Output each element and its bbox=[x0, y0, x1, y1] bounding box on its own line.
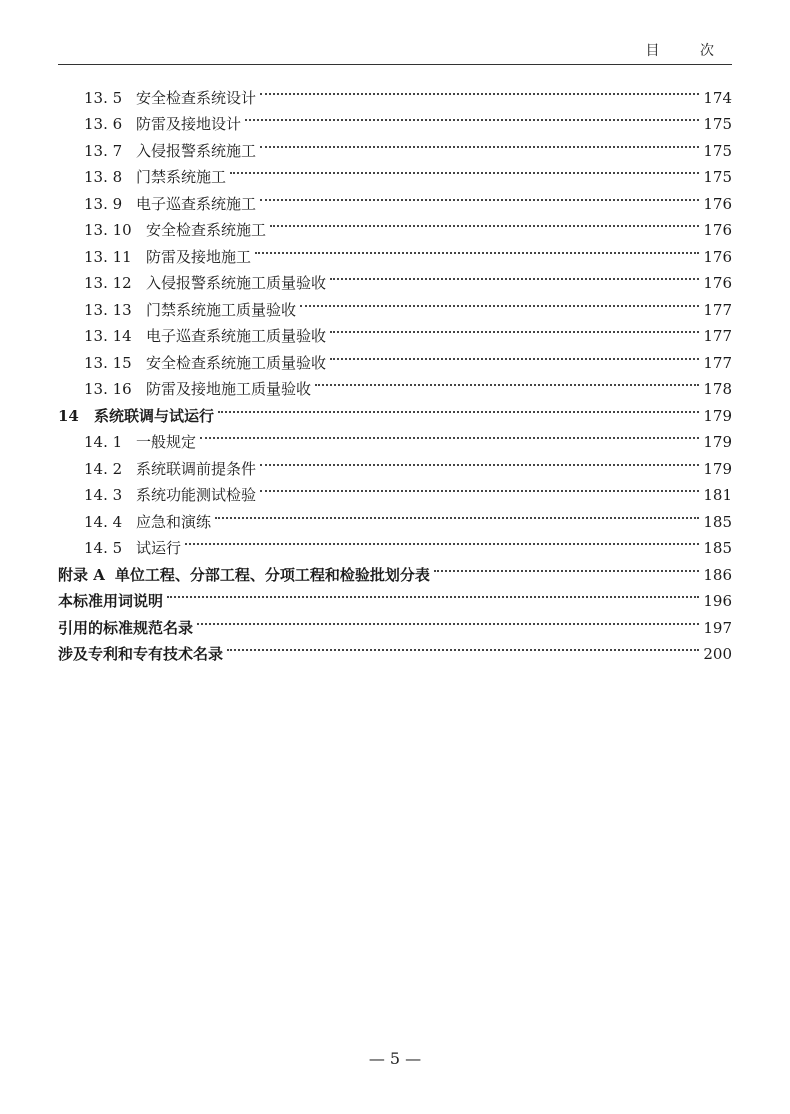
dot-leader bbox=[260, 474, 699, 501]
toc-title: 一般规定 bbox=[136, 433, 197, 451]
toc-title: 安全检查系统设计 bbox=[136, 88, 257, 107]
toc-title: 引用的标准规范名录 bbox=[58, 618, 194, 637]
toc-page-number: 175 bbox=[703, 141, 732, 160]
toc-page-number: 176 bbox=[703, 194, 732, 213]
dot-leader bbox=[230, 156, 699, 183]
toc-page-number: 185 bbox=[703, 512, 732, 531]
dot-leader bbox=[197, 606, 699, 633]
dot-leader bbox=[330, 315, 699, 342]
toc-title: 防雷及接地施工质量验收 bbox=[146, 380, 312, 398]
toc-number: 13. 13 bbox=[84, 300, 132, 319]
toc-page-number: 176 bbox=[703, 274, 732, 292]
toc-number: 13. 6 bbox=[84, 115, 123, 133]
toc-page-number: 179 bbox=[703, 433, 732, 451]
toc-number: 13. 7 bbox=[84, 141, 123, 160]
dot-leader bbox=[300, 288, 699, 315]
toc-number: 13. 10 bbox=[84, 221, 132, 239]
dot-leader bbox=[260, 129, 699, 156]
toc-number: 13. 14 bbox=[84, 327, 132, 345]
toc-number: 14. 3 bbox=[84, 486, 123, 504]
dot-leader bbox=[260, 76, 699, 103]
dot-leader bbox=[330, 262, 699, 289]
dot-leader bbox=[200, 421, 699, 448]
toc-entry-13-5[interactable] bbox=[58, 76, 732, 107]
toc-page-number: 179 bbox=[703, 406, 732, 425]
toc-title: 系统功能测试检验 bbox=[136, 486, 257, 504]
toc-title: 防雷及接地设计 bbox=[136, 115, 242, 133]
toc-number: 14. 1 bbox=[84, 433, 123, 451]
toc-title: 涉及专利和专有技术名录 bbox=[58, 645, 224, 663]
toc-number: 13. 8 bbox=[84, 168, 123, 186]
toc-number: 14 bbox=[58, 406, 79, 425]
toc-title: 系统联调与试运行 bbox=[94, 406, 215, 425]
dot-leader bbox=[167, 580, 699, 607]
toc-title: 防雷及接地施工 bbox=[146, 247, 252, 266]
toc-title: 门禁系统施工质量验收 bbox=[146, 300, 297, 319]
toc-number: 13. 15 bbox=[84, 353, 132, 372]
toc-title: 应急和演练 bbox=[136, 512, 212, 531]
dot-leader bbox=[245, 103, 699, 130]
toc-number: 13. 9 bbox=[84, 194, 123, 213]
table-of-contents bbox=[58, 76, 732, 663]
toc-number: 13. 16 bbox=[84, 380, 132, 398]
running-header: 目 次 bbox=[645, 43, 732, 59]
toc-number: 14. 4 bbox=[84, 512, 123, 531]
toc-page-number: 197 bbox=[703, 618, 732, 637]
dot-leader bbox=[330, 341, 699, 368]
toc-title: 本标准用词说明 bbox=[58, 592, 164, 610]
toc-number: 14. 2 bbox=[84, 459, 123, 478]
dot-leader bbox=[185, 527, 699, 554]
toc-page-number: 176 bbox=[703, 247, 732, 266]
dot-leader bbox=[215, 500, 699, 527]
dot-leader bbox=[270, 209, 699, 236]
toc-number: 13. 11 bbox=[84, 247, 132, 266]
toc-page-number: 200 bbox=[703, 645, 732, 663]
toc-title: 系统联调前提条件 bbox=[136, 459, 257, 478]
toc-page-number: 186 bbox=[703, 565, 732, 584]
toc-page-number: 181 bbox=[703, 486, 732, 504]
toc-page-number: 179 bbox=[703, 459, 732, 478]
toc-number: 13. 5 bbox=[84, 88, 123, 107]
toc-title: 单位工程、分部工程、分项工程和检验批划分表 bbox=[114, 565, 430, 584]
toc-number: 14. 5 bbox=[84, 539, 123, 557]
dot-leader bbox=[260, 182, 699, 209]
toc-page-number: 177 bbox=[703, 327, 732, 345]
dot-leader bbox=[218, 394, 699, 421]
toc-page-number: 177 bbox=[703, 353, 732, 372]
toc-title: 电子巡查系统施工质量验收 bbox=[146, 327, 327, 345]
toc-page-number: 175 bbox=[703, 168, 732, 186]
header-divider bbox=[58, 64, 732, 65]
toc-page-number: 177 bbox=[703, 300, 732, 319]
toc-page-number: 175 bbox=[703, 115, 732, 133]
toc-page-number: 196 bbox=[703, 592, 732, 610]
dot-leader bbox=[315, 368, 699, 395]
dot-leader bbox=[434, 553, 699, 580]
toc-title: 门禁系统施工 bbox=[136, 168, 227, 186]
dot-leader bbox=[227, 633, 699, 660]
toc-page-number: 176 bbox=[703, 221, 732, 239]
toc-page-number: 178 bbox=[703, 380, 732, 398]
dot-leader bbox=[255, 235, 699, 262]
toc-title: 安全检查系统施工 bbox=[146, 221, 267, 239]
toc-title: 试运行 bbox=[136, 539, 182, 557]
toc-title: 安全检查系统施工质量验收 bbox=[146, 353, 327, 372]
toc-title: 入侵报警系统施工质量验收 bbox=[146, 274, 327, 292]
toc-number: 13. 12 bbox=[84, 274, 132, 292]
toc-number: 附录 A bbox=[58, 565, 105, 584]
page-number-footer: — 5 — bbox=[368, 1049, 422, 1068]
toc-page-number: 185 bbox=[703, 539, 732, 557]
toc-title: 入侵报警系统施工 bbox=[136, 141, 257, 160]
toc-title: 电子巡查系统施工 bbox=[136, 194, 257, 213]
dot-leader bbox=[260, 447, 699, 474]
toc-page-number: 174 bbox=[703, 88, 732, 107]
